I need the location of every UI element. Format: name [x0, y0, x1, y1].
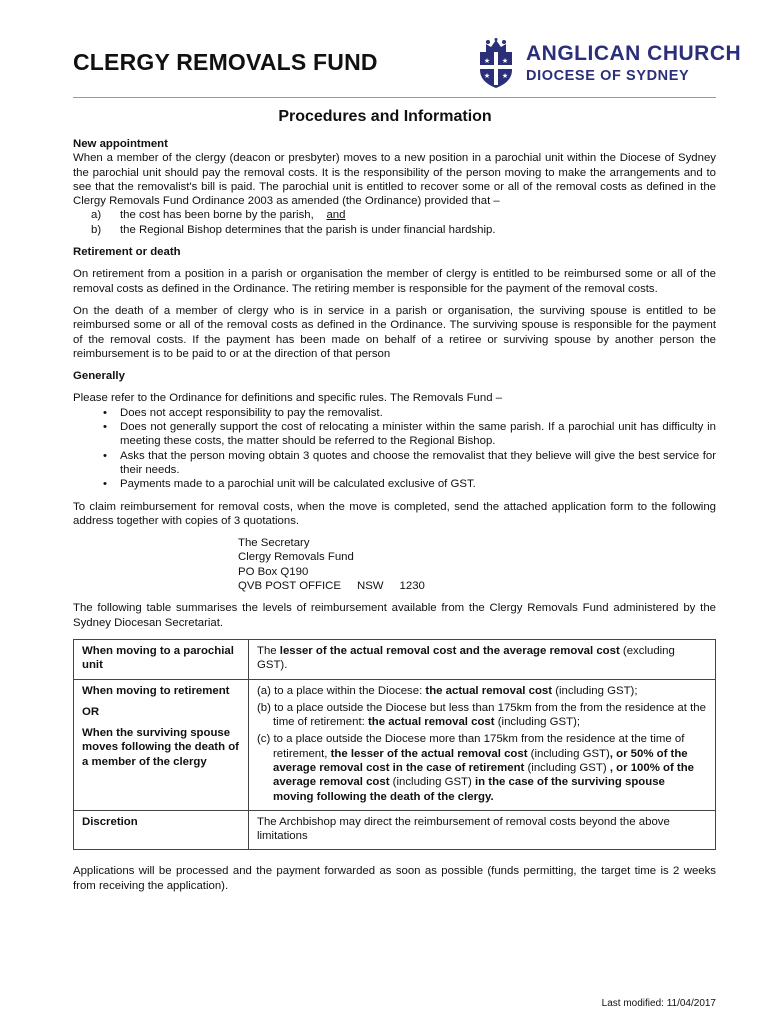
new-appointment-text: When a member of the clergy (deacon or presbyter) moves to a new position in a parochial unit within the Diocese of Sydney the parochial unit should pay the removal costs. It is the responsibility of the person moving to make the arrangements and to see that the removalist's bill is paid. The parochial unit is entitled to recover some or all of the removal costs as defined in the Clergy Removals Fund Ordinance 2003 as amended (the Ordinance) provided that – [73, 152, 716, 208]
generally-intro: Please refer to the Ordinance for definitions and specific rules. The Removals Fund – [73, 392, 503, 405]
table-intro: The following table summarises the levels of reimbursement available from the Clergy Removals Fund administered by the Sydney Diocesan Secretariat. [73, 602, 716, 629]
condition-item [73, 208, 716, 222]
document-body [73, 137, 716, 893]
row-value: The lesser of the actual removal cost and the average removal cost (excluding GST). [249, 639, 716, 679]
list-item: • Does not generally support the cost of relocating a minister within the same parish. If a parochial unit has difficulty in meeting these costs, the matter should be referred to the Regional Bishop. [103, 421, 716, 448]
logo-line1: ANGLICAN CHURCH [526, 42, 742, 65]
table-row [74, 810, 716, 850]
retirement-heading: Retirement or death [73, 246, 181, 259]
reimbursement-table [73, 639, 716, 851]
last-modified: Last modified: 11/04/2017 [601, 998, 716, 1009]
retirement-text: On retirement from a position in a parish or organisation the member of clergy is entitled to be reimbursed some or all of the removal costs as defined in the Ordinance. The retiring member is responsible for the payment of the removal costs. [73, 268, 716, 295]
condition-label: a) [91, 209, 102, 222]
anglican-church-logo [476, 38, 742, 90]
header-divider [73, 97, 716, 98]
condition-text: the Regional Bishop determines that the parish is under financial hardship. [120, 223, 496, 236]
list-item: • Asks that the person moving obtain 3 quotes and choose the removalist that they believe will give the best service for their needs. [103, 449, 716, 476]
new-appointment-heading: New appointment [73, 138, 168, 150]
conditions-list [73, 208, 716, 237]
claim-text: To claim reimbursement for removal costs, when the move is completed, send the attached application form to the following address together with copies of 3 quotations. [73, 500, 716, 527]
condition-item [73, 223, 716, 237]
table-row [74, 639, 716, 679]
generally-bullets [73, 406, 716, 492]
condition-label: b) [91, 223, 102, 236]
svg-text:★: ★ [501, 73, 509, 80]
logo-line2: DIOCESE OF SYDNEY [526, 68, 690, 84]
row-value: The Archbishop may direct the reimbursement of removal costs beyond the above limitations [249, 810, 716, 850]
death-text: On the death of a member of clergy who is in service in a parish or organisation, the surviving spouse is entitled to be reimbursed some or all of the removal costs as defined in the Ordinance. The surviving spouse is responsible for the payment of the removal costs. If the payment has been made on behalf of a retiree or surviving spouse by another person the reimbursement is to be paid to or at the direction of that person [73, 304, 716, 360]
page-subtitle: Procedures and Information [278, 108, 492, 125]
svg-text:★: ★ [501, 58, 509, 65]
svg-text:★: ★ [483, 73, 491, 80]
condition-and: and [326, 209, 346, 222]
diocese-shield-icon [476, 38, 516, 90]
list-item: • Does not accept responsibility to pay the removalist. [103, 406, 383, 419]
row-label: Discretion [74, 810, 249, 850]
table-row [74, 679, 716, 810]
row-label: When moving to retirement OR When the surviving spouse moves following the death of a member of the clergy [74, 679, 249, 810]
svg-text:★: ★ [483, 58, 491, 65]
page-title: CLERGY REMOVALS FUND [73, 49, 378, 75]
row-value: (a) to a place within the Diocese: the actual removal cost (including GST); (b) to a place outside the Diocese but less than 175km from the from the residence at the time of retirement: the actual removal cost (including GST); (c) to a place outside the Diocese more than 175km from the residence at the time of retirement, the lesser of the actual removal cost (including GST), or 50% of the average removal cost in the case of retirement (including GST) , or 100% of the average removal cost (including GST) in the case of the surviving spouse moving following the death of the clergy. [249, 679, 716, 810]
mailing-address: The Secretary Clergy Removals Fund PO Box Q190 QVB POST OFFICE NSW 1230 [238, 537, 425, 593]
row-label: When moving to a parochial unit [74, 639, 249, 679]
list-item: • Payments made to a parochial unit will be calculated exclusive of GST. [103, 478, 476, 491]
closing-text: Applications will be processed and the payment forwarded as soon as possible (funds permitting, the target time is 2 weeks from receiving the application). [73, 865, 716, 892]
condition-text: the cost has been borne by the parish, and [120, 209, 346, 222]
generally-heading: Generally [73, 370, 125, 383]
